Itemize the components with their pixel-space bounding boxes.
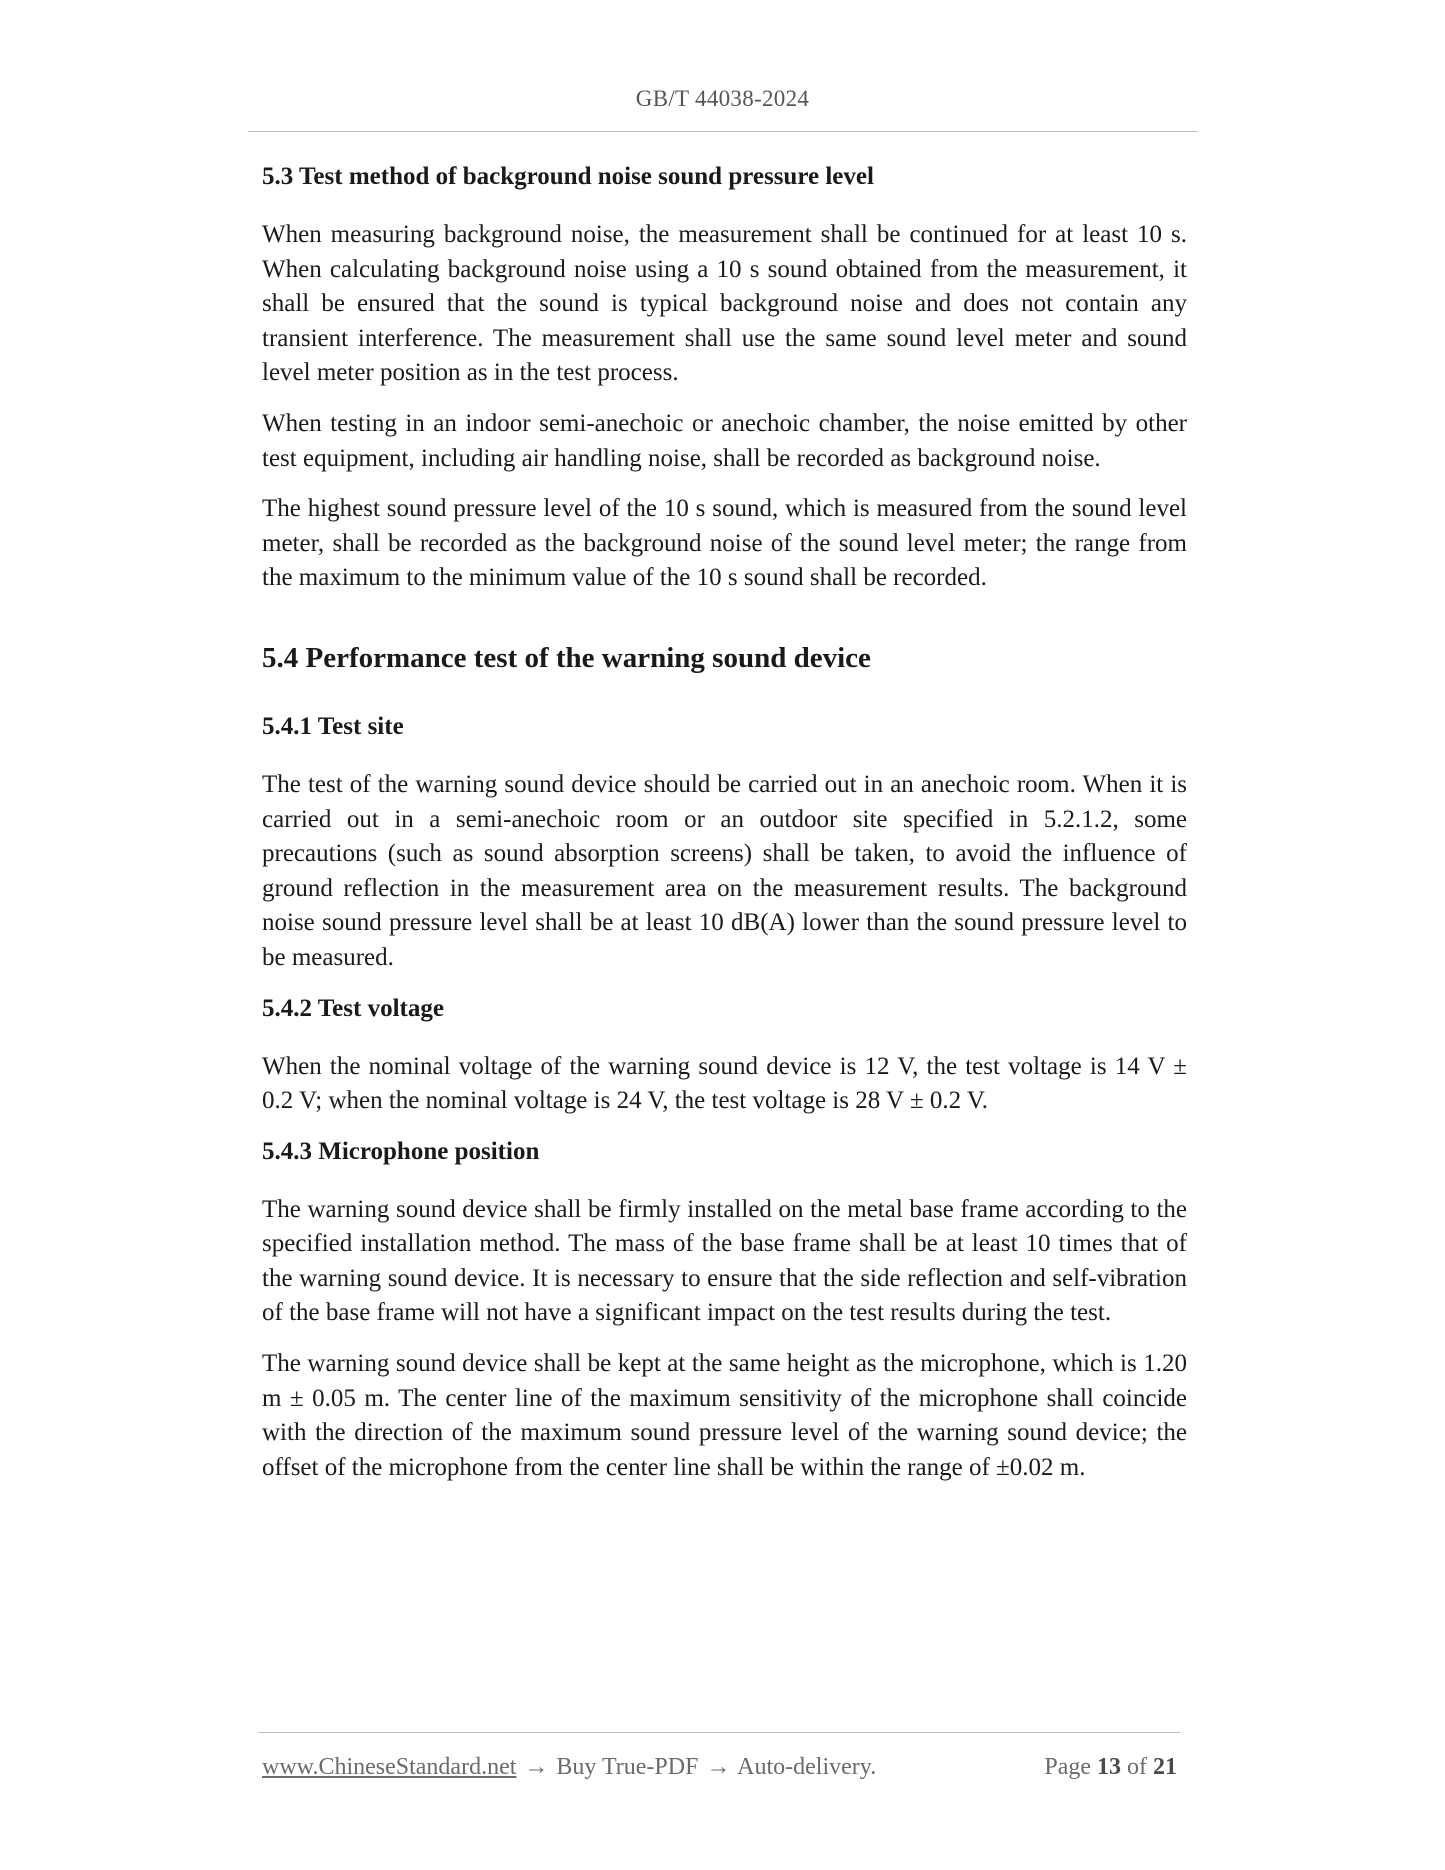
section-5-4-1-paragraph-1: The test of the warning sound device should be carried out in an anechoic room. When it is carried out in a semi-anechoic room or an outdoor site specified in 5.2.1.2, some precautions (such as sound absorption screens) shall be taken, to avoid the influence of ground reflection in the measurement area on the measurement results. The background noise sound pressure level shall be at least 10 dB(A) lower than the sound pressure level to be measured. — [262, 770, 1187, 971]
section-5-4-heading: 5.4 Performance test of the warning sound device — [262, 641, 871, 674]
footer-divider — [258, 1732, 1180, 1733]
page-content — [262, 160, 1187, 1485]
page-indicator — [1044, 1754, 1177, 1781]
section-5-3-paragraph-2: When testing in an indoor semi-anechoic or anechoic chamber, the noise emitted by other test equipment, including air handling noise, shall be recorded as background noise. — [262, 409, 1187, 472]
page-label: Page — [1044, 1754, 1091, 1780]
section-5-3-heading: 5.3 Test method of background noise sound pressure level — [262, 163, 874, 190]
section-5-4-2-paragraph-1: When the nominal voltage of the warning sound device is 12 V, the test voltage is 14 V ± 0.2 V; when the nominal voltage is 24 V, the test voltage is 28 V ± 0.2 V. — [262, 1052, 1187, 1115]
section-5-4-3-paragraph-2: The warning sound device shall be kept at the same height as the microphone, which is 1.20 m ± 0.05 m. The center line of the maximum sensitivity of the microphone shall coincide with the direction of the maximum sound pressure level of the warning sound device; the offset of the microphone from the center line shall be within the range of ±0.02 m. — [262, 1350, 1187, 1481]
auto-delivery-text: Auto-delivery. — [737, 1754, 877, 1780]
current-page-number: 13 — [1097, 1754, 1121, 1780]
section-5-4-2-heading: 5.4.2 Test voltage — [262, 994, 444, 1022]
website-link[interactable]: www.ChineseStandard.net — [262, 1754, 517, 1780]
footer-promo — [262, 1754, 876, 1781]
arrow-right-icon: → — [524, 1754, 549, 1780]
section-5-3-paragraph-1: When measuring background noise, the measurement shall be continued for at least 10 s. When calculating background noise using a 10 s sound obtained from the measurement, it shall be ensured that the sound is typical background noise and does not contain any transient interference. The measurement shall use the same sound level meter and sound level meter position as in the test process. — [262, 221, 1187, 387]
header-divider — [248, 131, 1198, 132]
section-5-3-paragraph-3: The highest sound pressure level of the 10 s sound, which is measured from the sound level meter, shall be recorded as the background noise of the sound level meter; the range from the maximum to the minimum value of the 10 s sound shall be recorded. — [262, 495, 1187, 592]
document-id-header: GB/T 44038-2024 — [635, 86, 810, 111]
section-5-4-3-heading: 5.4.3 Microphone position — [262, 1137, 540, 1165]
section-5-4-3-paragraph-1: The warning sound device shall be firmly installed on the metal base frame according to the specified installation method. The mass of the base frame shall be at least 10 times that of the warning sound device. It is necessary to ensure that the side reflection and self-vibration of the base frame will not have a significant impact on the test results during the test. — [262, 1195, 1187, 1327]
of-label: of — [1127, 1754, 1147, 1780]
arrow-right-icon: → — [706, 1754, 731, 1780]
buy-true-pdf-text: Buy True-PDF — [556, 1754, 699, 1780]
total-pages-number: 21 — [1153, 1754, 1177, 1780]
section-5-4-1-heading: 5.4.1 Test site — [262, 712, 404, 740]
